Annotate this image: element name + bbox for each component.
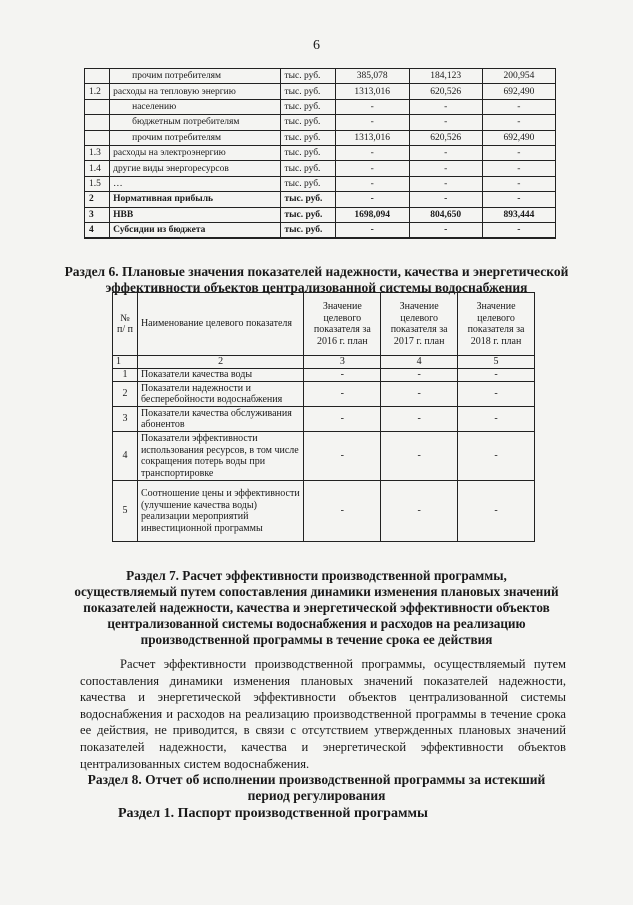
row-number: 1.2 <box>85 84 110 99</box>
row-value-2018: 893,444 <box>482 207 555 222</box>
row-value-2017: - <box>409 145 482 160</box>
table-header-row <box>113 293 535 356</box>
row-value-2018: 692,490 <box>482 130 555 145</box>
row-value-2018: - <box>482 115 555 130</box>
row-value-2016: - <box>335 222 409 238</box>
row-value-2016: - <box>335 99 409 114</box>
row-value-2018: - <box>482 145 555 160</box>
row-name: НВВ <box>110 207 281 222</box>
row-number: 3 <box>85 207 110 222</box>
row-unit: тыс. руб. <box>281 69 335 84</box>
table-row <box>85 99 556 114</box>
row-value-2017: 620,526 <box>409 130 482 145</box>
row-value-2016: - <box>335 145 409 160</box>
section1-title: Раздел 1. Паспорт производственной программы <box>118 806 428 821</box>
row-name: прочим потребителям <box>110 130 281 145</box>
row-value-2018: - <box>482 176 555 191</box>
section8-title <box>0 772 633 804</box>
column-index: 2 <box>137 356 303 369</box>
section7-paragraph-text: Расчет эффективности производственной программы, осуществляемый путем сопоставления динамики изменения плановых значений показателей надежности, качества и энергетической эффективности объектов централизованной системы водоснабжения и расходов на реализацию производственной программы в течение срока ее действия, не приводится, в связи с отсутствием утвержденных плановых значений показателей надежности, качества и энергетической эффективности объектов централизованных систем водоснабжения. <box>80 657 566 771</box>
row-value-2017: 620,526 <box>409 84 482 99</box>
indicator-number: 5 <box>113 481 138 542</box>
row-unit: тыс. руб. <box>281 192 335 207</box>
table-row <box>113 382 535 407</box>
column-index: 3 <box>304 356 381 369</box>
indicator-value-2018: - <box>458 407 535 432</box>
indicator-name: Показатели качества воды <box>137 369 303 382</box>
row-value-2017: - <box>409 115 482 130</box>
column-index-row <box>113 356 535 369</box>
table-row <box>85 130 556 145</box>
section6-title-line2: эффективности объектов централизованной системы водоснабжения <box>105 280 528 295</box>
row-number <box>85 115 110 130</box>
indicator-value-2017: - <box>381 481 458 542</box>
indicator-name: Соотношение цены и эффективности (улучшение качества воды) реализации мероприятий инвестиционной программы <box>137 481 303 542</box>
row-name: прочим потребителям <box>110 69 281 84</box>
row-value-2017: - <box>409 222 482 238</box>
table-row <box>85 161 556 176</box>
row-value-2018: 200,954 <box>482 69 555 84</box>
row-name: расходы на электроэнергию <box>110 145 281 160</box>
indicator-value-2016: - <box>304 432 381 481</box>
row-value-2016: 1698,094 <box>335 207 409 222</box>
section8-title-line1: Раздел 8. Отчет об исполнении производственной программы за истекший <box>87 772 546 787</box>
row-name: … <box>110 176 281 191</box>
row-value-2017: - <box>409 176 482 191</box>
row-value-2016: - <box>335 161 409 176</box>
row-unit: тыс. руб. <box>281 161 335 176</box>
target-indicators-table <box>112 292 535 542</box>
indicator-value-2017: - <box>381 432 458 481</box>
row-unit: тыс. руб. <box>281 145 335 160</box>
section8-title-line2: период регулирования <box>247 788 386 803</box>
indicator-value-2017: - <box>381 382 458 407</box>
table-row <box>113 369 535 382</box>
header-num: № п/ п <box>113 293 138 356</box>
indicator-number: 3 <box>113 407 138 432</box>
indicator-value-2017: - <box>381 407 458 432</box>
table-row <box>85 69 556 84</box>
row-value-2017: 184,123 <box>409 69 482 84</box>
row-name: другие виды энергоресурсов <box>110 161 281 176</box>
row-value-2016: 1313,016 <box>335 130 409 145</box>
row-number: 1.5 <box>85 176 110 191</box>
section7-title-line: показателей надежности, качества и энергетической эффективности объектов <box>83 600 550 615</box>
table-row <box>85 192 556 207</box>
column-index: 1 <box>113 356 138 369</box>
row-name: Нормативная прибыль <box>110 192 281 207</box>
page-number: 6 <box>313 38 320 53</box>
table-row <box>85 222 556 238</box>
row-number: 1.4 <box>85 161 110 176</box>
indicator-value-2018: - <box>458 369 535 382</box>
row-name: бюджетным потребителям <box>110 115 281 130</box>
row-value-2017: - <box>409 161 482 176</box>
indicator-value-2016: - <box>304 369 381 382</box>
row-name: Субсидии из бюджета <box>110 222 281 238</box>
row-unit: тыс. руб. <box>281 130 335 145</box>
table-row <box>85 176 556 191</box>
row-value-2017: - <box>409 99 482 114</box>
row-value-2018: - <box>482 161 555 176</box>
row-number: 1.3 <box>85 145 110 160</box>
table-row <box>113 407 535 432</box>
row-unit: тыс. руб. <box>281 84 335 99</box>
row-value-2016: - <box>335 176 409 191</box>
table-row <box>113 481 535 542</box>
row-number: 4 <box>85 222 110 238</box>
table-row <box>85 84 556 99</box>
indicator-value-2018: - <box>458 382 535 407</box>
row-value-2018: 692,490 <box>482 84 555 99</box>
row-number <box>85 69 110 84</box>
row-number: 2 <box>85 192 110 207</box>
section7-title-line: Раздел 7. Расчет эффективности производственной программы, <box>126 568 507 583</box>
row-number <box>85 130 110 145</box>
indicator-name: Показатели качества обслуживания абонентов <box>137 407 303 432</box>
row-unit: тыс. руб. <box>281 207 335 222</box>
indicator-value-2016: - <box>304 382 381 407</box>
row-value-2017: 804,650 <box>409 207 482 222</box>
row-value-2018: - <box>482 222 555 238</box>
indicator-value-2018: - <box>458 432 535 481</box>
row-number <box>85 99 110 114</box>
row-unit: тыс. руб. <box>281 176 335 191</box>
table-row <box>85 207 556 222</box>
indicator-value-2017: - <box>381 369 458 382</box>
row-value-2017: - <box>409 192 482 207</box>
row-value-2016: - <box>335 192 409 207</box>
section7-paragraph <box>80 656 566 772</box>
row-value-2016: 1313,016 <box>335 84 409 99</box>
indicator-number: 4 <box>113 432 138 481</box>
table-row <box>113 432 535 481</box>
row-value-2018: - <box>482 99 555 114</box>
indicator-number: 2 <box>113 382 138 407</box>
indicator-value-2016: - <box>304 481 381 542</box>
section7-title-line: осуществляемый путем сопоставления динамики изменения плановых значений <box>74 584 559 599</box>
header-2017: Значение целевого показателя за 2017 г. план <box>381 293 458 356</box>
indicator-number: 1 <box>113 369 138 382</box>
table-row <box>85 145 556 160</box>
header-2016: Значение целевого показателя за 2016 г. план <box>304 293 381 356</box>
section6-title-line1: Раздел 6. Плановые значения показателей надежности, качества и энергетической <box>64 264 569 279</box>
indicator-name: Показатели эффективности использования ресурсов, в том числе сокращения потерь воды при транспортировке <box>137 432 303 481</box>
row-name: расходы на тепловую энергию <box>110 84 281 99</box>
column-index: 5 <box>458 356 535 369</box>
row-unit: тыс. руб. <box>281 99 335 114</box>
row-unit: тыс. руб. <box>281 222 335 238</box>
header-2018: Значение целевого показателя за 2018 г. план <box>458 293 535 356</box>
row-value-2018: - <box>482 192 555 207</box>
column-index: 4 <box>381 356 458 369</box>
section7-title <box>0 568 633 648</box>
row-name: населению <box>110 99 281 114</box>
indicator-value-2018: - <box>458 481 535 542</box>
row-value-2016: - <box>335 115 409 130</box>
indicator-value-2016: - <box>304 407 381 432</box>
table-row <box>85 115 556 130</box>
row-value-2016: 385,078 <box>335 69 409 84</box>
section7-title-line: производственной программы в течение срока ее действия <box>140 632 493 647</box>
indicator-name: Показатели надежности и бесперебойности водоснабжения <box>137 382 303 407</box>
section7-title-line: централизованной системы водоснабжения и расходов на реализацию <box>107 616 526 631</box>
row-unit: тыс. руб. <box>281 115 335 130</box>
header-name: Наименование целевого показателя <box>137 293 303 356</box>
expenses-table <box>84 68 556 239</box>
